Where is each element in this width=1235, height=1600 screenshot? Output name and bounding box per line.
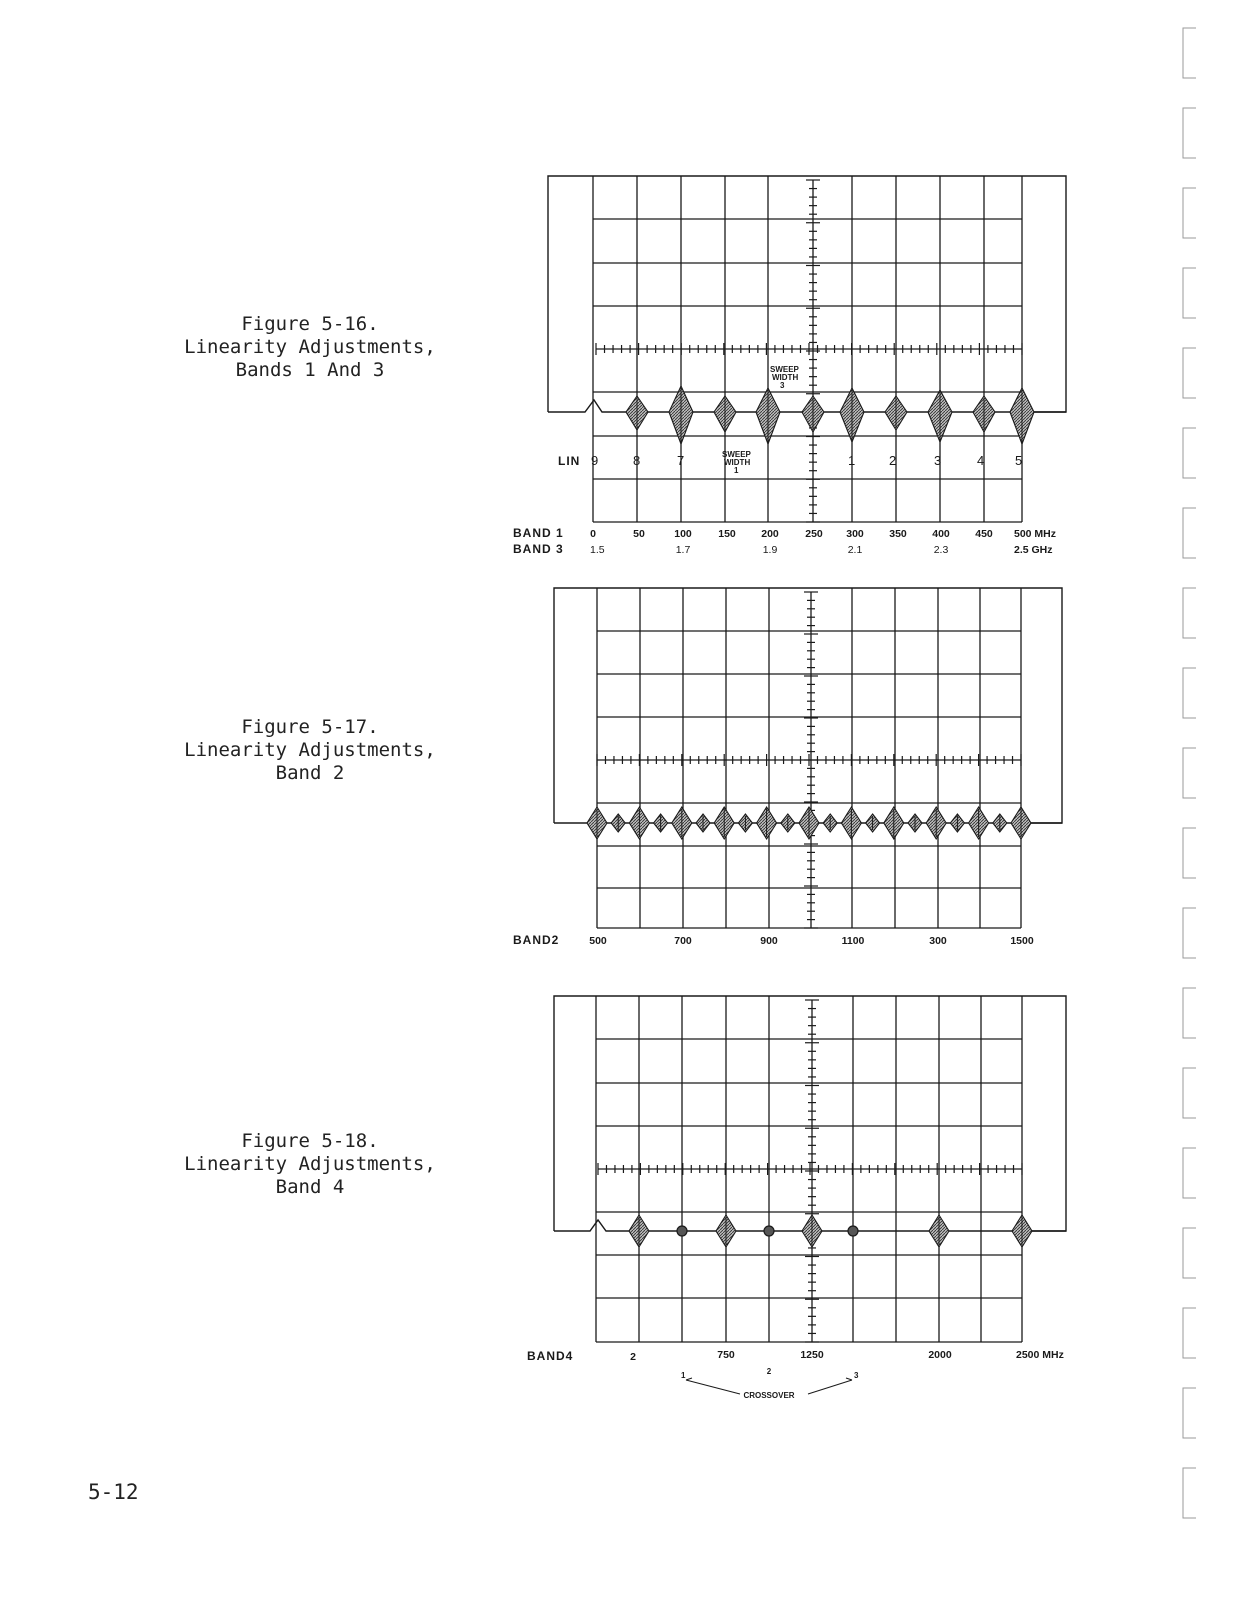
band1-tick: 50 [633,528,645,540]
edge-bracket [1183,1388,1196,1438]
band2-tick: 300 [929,935,947,947]
edge-bracket [1183,588,1196,638]
edge-bracket [1183,348,1196,398]
band2-tick: 1500 [1010,935,1034,947]
edge-bracket [1183,428,1196,478]
lin-number: 9 [591,453,599,468]
band-1-label: BAND 1 [513,526,564,540]
marker-pulses [587,807,1031,839]
edge-bracket [1183,988,1196,1038]
caption-line: Band 4 [275,1176,345,1198]
sweep-width-3-label: 3 [780,381,785,390]
band3-tick: 2.3 [933,544,949,556]
edge-bracket [1183,1228,1196,1278]
edge-bracket [1183,268,1196,318]
edge-bracket [1183,1068,1196,1118]
edge-bracket [1183,748,1196,798]
figure-5-17-graticule [554,588,1062,928]
sweep-width-1-label: SWEEP [722,450,751,459]
crossover-annotation [681,1367,859,1400]
edge-bracket [1183,1308,1196,1358]
sweep-width-1-label: WIDTH [724,458,751,467]
lin-number: 4 [977,453,985,468]
edge-bracket [1183,908,1196,958]
marker-dot [677,1226,687,1236]
band4-tick: 2500 MHz [1016,1349,1064,1361]
caption-line: Linearity Adjustments, [184,336,436,358]
figure-5-16-graticule [548,176,1066,522]
crossover-right: 3 [854,1371,859,1380]
band1-tick: 350 [889,528,907,540]
edge-bracket [1183,1468,1196,1518]
band1-tick: 150 [718,528,736,540]
caption-line: Linearity Adjustments, [184,1153,436,1175]
edge-bracket [1183,108,1196,158]
band4-tick: 1250 [800,1349,824,1361]
lin-number: 7 [677,453,685,468]
page-number: 5-12 [88,1480,139,1504]
lin-number: 2 [889,453,897,468]
caption-title: Figure 5-17. [241,716,379,738]
sweep-width-3-label: SWEEP [770,365,799,374]
edge-bracket [1183,828,1196,878]
band2-tick: 700 [674,935,692,947]
band4-tick: 750 [717,1349,735,1361]
band3-tick: 1.7 [675,544,691,556]
axis-ticks [596,180,1022,522]
caption-line: Linearity Adjustments, [184,739,436,761]
page-edge-marks [1183,28,1196,1518]
lin-number: 5 [1015,453,1023,468]
band-3-label: BAND 3 [513,542,564,556]
caption-title: Figure 5-18. [241,1130,379,1152]
lin-number: 8 [633,453,641,468]
edge-bracket [1183,668,1196,718]
band2-tick: 1100 [841,935,865,947]
edge-bracket [1183,508,1196,558]
band3-tick: 2.1 [847,544,863,556]
caption-line: Bands 1 And 3 [235,359,385,381]
marker-dot [764,1226,774,1236]
figure-5-18-graticule [554,996,1066,1342]
edge-bracket [1183,188,1196,238]
crossover-label: CROSSOVER [743,1391,795,1400]
caption-title: Figure 5-16. [241,313,379,335]
band1-tick: 200 [761,528,779,540]
band1-tick: 300 [846,528,864,540]
band1-tick: 400 [932,528,950,540]
lin-number: 1 [848,453,856,468]
sweep-width-3-label: WIDTH [772,373,799,382]
lin-label: LIN [558,454,581,468]
band1-tick: 250 [805,528,823,540]
band1-tick: 0 [590,528,596,540]
band4-tick: 2000 [928,1349,952,1361]
crossover-center: 2 [766,1367,772,1376]
edge-bracket [1183,28,1196,78]
crossover-left: 1 [681,1371,686,1380]
band1-tick: 100 [674,528,692,540]
edge-bracket [1183,1148,1196,1198]
marker-dot [848,1226,858,1236]
band2-tick: 900 [760,935,778,947]
band3-tick: 1.5 [590,544,605,556]
band2-tick: 500 [589,935,607,947]
lin-number: 3 [934,453,942,468]
band-2-label: BAND2 [513,933,560,947]
band3-tick: 1.9 [762,544,778,556]
band4-tick: 2 [630,1351,636,1363]
band3-tick: 2.5 GHz [1014,544,1053,556]
caption-line: Band 2 [275,762,345,784]
band-4-label: BAND4 [527,1349,574,1363]
sweep-width-1-label: 1 [734,466,739,475]
axis-ticks [598,1000,1022,1342]
band1-tick: 450 [975,528,993,540]
band1-tick: 500 MHz [1014,528,1057,540]
marker-pulses [626,386,1034,444]
